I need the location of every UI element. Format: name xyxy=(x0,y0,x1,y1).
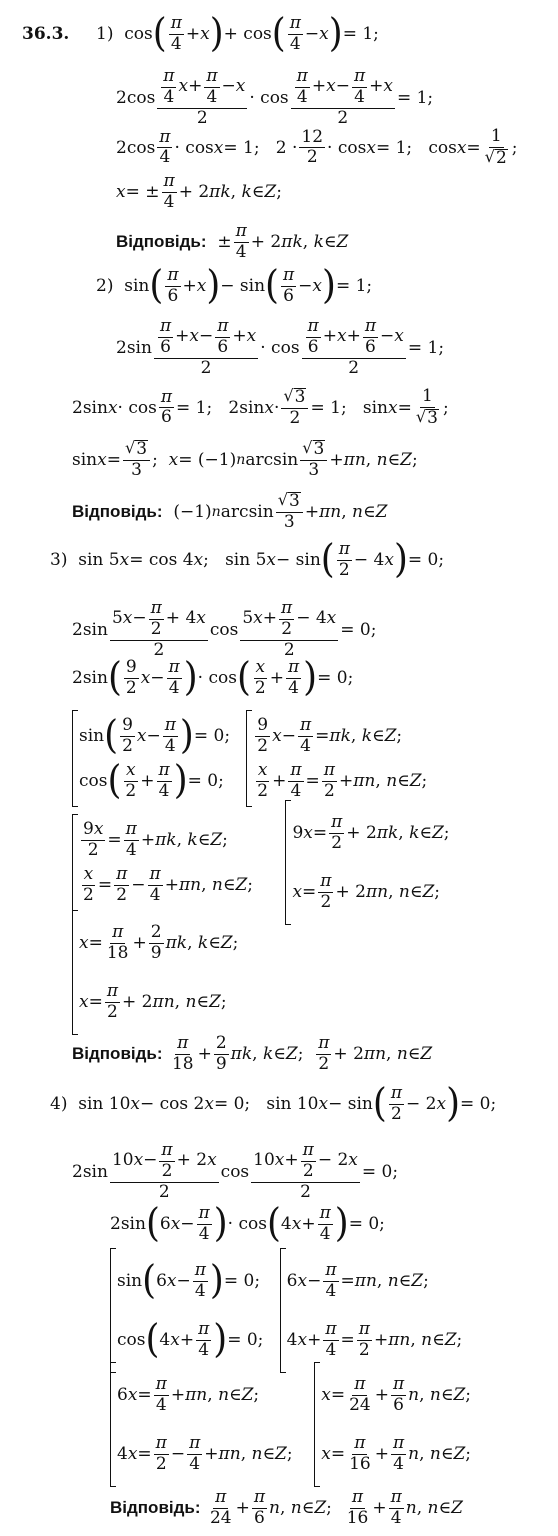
answer-label: Відповідь: xyxy=(116,232,207,252)
fraction: $\frac{\pi}{4}$ xyxy=(149,863,161,905)
fraction: $\frac{9}{2}$ xyxy=(122,715,133,756)
fraction: $\frac{\pi}{4}$ xyxy=(287,657,300,698)
equation-line: x = ± $\frac{\pi}{4}$ + 2 π k , k ∈ Z ; xyxy=(116,171,282,212)
equation-system: $\frac{9}{2}$ x − $\frac{\pi}{4}$ = π k , k ∈ Z ; $\frac{x}{2}$ + $\frac{\pi}{4}$ = $\frac{\pi}{2}$ + π n , n ∈ Z ; xyxy=(246,710,427,807)
fraction: $\frac{\pi}{4}$ xyxy=(198,1203,210,1244)
fraction: $\frac{\pi}{6}$ + x − $\frac{\pi}{6}$ + x 2 xyxy=(154,318,258,378)
equation-line: sin x = √ 3 3 ; x = (−1) n arcsin √ 3 3 + π n , n ∈ Z ; xyxy=(72,438,418,480)
fraction: $\frac{\pi}{4}$ xyxy=(168,657,180,698)
fraction: $\frac{\pi}{2}$ xyxy=(281,598,293,639)
fraction: $\frac{\pi}{18}$ xyxy=(106,922,129,963)
fraction: $\frac{\pi}{6}$ xyxy=(307,316,319,357)
equation-system: x = $\frac{\pi}{24}$ + $\frac{\pi}{6}$ n , n ∈ Z ; x = $\frac{\pi}{16}$ + $\frac{\pi}{4}$ n , n ∈ Z ; xyxy=(314,1362,471,1487)
fraction: $\frac{9}{2}$ xyxy=(257,715,269,756)
equation-line xyxy=(72,800,450,925)
fraction: $\frac{\pi}{4}$ xyxy=(235,221,247,262)
equation-line: 2sin $\frac{\pi}{6}$ + x − $\frac{\pi}{6}$ + x 2 · cos $\frac{\pi}{6}$ + x + $\frac{\pi}{6}$ − x 2 = 1; xyxy=(116,316,445,378)
equation-system: 6 x = $\frac{\pi}{4}$ + π n , n ∈ Z ; 4 x = $\frac{\pi}{2}$ − $\frac{\pi}{4}$ + π n , n ∈ Z ; xyxy=(110,1362,293,1487)
fraction: 10 x − $\frac{\pi}{2}$ + 2 x 2 xyxy=(111,1140,217,1202)
fraction: $\frac{\pi}{2}$ xyxy=(116,863,128,905)
equation-line: 3) sin 5 x = cos 4 x ; sin 5 x − sin ( $\frac{\pi}{2}$ − 4 x ) = 0; xyxy=(50,537,445,583)
fraction: $\frac{\pi}{4}$ xyxy=(125,819,137,860)
equation-system: x = $\frac{\pi}{18}$ + $\frac{2}{9}$ π k , k ∈ Z ; x = $\frac{\pi}{2}$ + 2 π n , n ∈ Z ; xyxy=(72,910,238,1035)
equation-line: Відповідь: (−1) n arcsin √ 3 3 + π n , n ∈ Z xyxy=(72,490,388,532)
fraction: $\frac{\pi}{4}$ xyxy=(289,13,301,54)
fraction: √ 3 2 xyxy=(281,388,308,428)
fraction: $\frac{\pi}{6}$ xyxy=(159,316,172,357)
answer-label: Відповідь: xyxy=(72,501,163,521)
fraction: $\frac{\pi}{2}$ xyxy=(106,980,119,1022)
fraction: $\frac{\pi}{4}$ xyxy=(163,66,175,107)
equation-line: 2sin 5 x − $\frac{\pi}{2}$ + 4 x 2 cos 5 x + $\frac{\pi}{2}$ − 4 x 2 = 0; xyxy=(72,598,377,660)
equation-line xyxy=(72,910,238,1035)
fraction: $\frac{\pi}{4}$ xyxy=(198,1318,210,1360)
equation-line xyxy=(22,24,69,44)
fraction: $\frac{\pi}{24}$ xyxy=(209,1487,232,1528)
fraction: $\frac{\pi}{16}$ xyxy=(346,1487,369,1528)
equation-line: 2sin ( $\frac{9}{2}$ x − $\frac{\pi}{4}$ ) · cos ( $\frac{x}{2}$ + $\frac{\pi}{4}$ ) = 0; xyxy=(72,655,354,701)
fraction: 5 x − $\frac{\pi}{2}$ + 4 x 2 xyxy=(111,598,206,660)
fraction: $\frac{2}{9}$ xyxy=(215,1033,227,1074)
equation-line: 1) cos ( $\frac{\pi}{4}$ + x ) + cos ( $\frac{\pi}{4}$ − x ) = 1; xyxy=(96,11,379,57)
equation-line: 2cos $\frac{\pi}{4}$ x + $\frac{\pi}{4}$ − x 2 · cos $\frac{\pi}{4}$ + x − $\frac{\pi}{4}$ + x 2 = 1; xyxy=(116,66,434,128)
fraction: 10 x + $\frac{\pi}{2}$ − 2 x 2 xyxy=(253,1140,358,1202)
equation-system: 9 x = $\frac{\pi}{2}$ + 2 π k , k ∈ Z ; x = $\frac{\pi}{2}$ + 2 π n , n ∈ Z ; xyxy=(285,800,449,925)
fraction: $\frac{\pi}{4}$ xyxy=(299,715,312,756)
fraction: $\frac{\pi}{4}$ xyxy=(158,759,170,801)
fraction: $\frac{\pi}{4}$ xyxy=(159,126,171,168)
fraction: $\frac{\pi}{18}$ xyxy=(171,1033,194,1074)
fraction: $\frac{\pi}{4}$ xyxy=(290,759,302,801)
fraction: $\frac{\pi}{4}$ xyxy=(325,1260,337,1301)
equation-system: 6 x − $\frac{\pi}{4}$ = π n , n ∈ Z ; 4 x + $\frac{\pi}{4}$ = $\frac{\pi}{2}$ + π n , n ∈ Z ; xyxy=(280,1248,463,1373)
equation-line: 2sin x · cos $\frac{\pi}{6}$ = 1; 2sin x · √ 3 2 = 1; sin x = 1 √ 3 ; xyxy=(72,386,449,428)
fraction: $\frac{\pi}{6}$ xyxy=(392,1374,405,1415)
fraction: 1 √ 3 xyxy=(415,386,438,428)
fraction: $\frac{\pi}{6}$ xyxy=(167,265,179,306)
fraction: $\frac{x}{2}$ xyxy=(83,863,94,905)
fraction: $\frac{\pi}{16}$ xyxy=(349,1432,371,1474)
equation-system: 9 x 2 = $\frac{\pi}{4}$ + π k , k ∈ Z ; $\frac{x}{2}$ = $\frac{\pi}{2}$ − $\frac{\pi}{4}$ + π n , n ∈ Z ; xyxy=(72,814,253,911)
equation-line xyxy=(110,1362,471,1487)
fraction: $\frac{\pi}{2}$ xyxy=(302,1140,314,1181)
equation-line: 2) sin ( $\frac{\pi}{6}$ + x ) − sin ( $\frac{\pi}{6}$ − x ) = 1; xyxy=(96,263,373,309)
fraction: 1 √ 2 xyxy=(484,126,507,168)
fraction: $\frac{\pi}{4}$ x + $\frac{\pi}{4}$ − x 2 xyxy=(157,68,247,128)
fraction: $\frac{\pi}{6}$ xyxy=(282,265,295,306)
answer-label: Відповідь: xyxy=(110,1498,201,1518)
fraction: $\frac{\pi}{4}$ xyxy=(170,13,182,54)
fraction: $\frac{\pi}{6}$ + x + $\frac{\pi}{6}$ − x 2 xyxy=(302,318,406,378)
fraction: $\frac{\pi}{4}$ xyxy=(206,66,218,107)
fraction: $\frac{\pi}{2}$ xyxy=(358,1318,370,1360)
fraction: $\frac{\pi}{2}$ xyxy=(318,1033,330,1074)
equation-line: Відповідь: ± $\frac{\pi}{4}$ + 2 π k , k ∈ Z xyxy=(116,221,349,262)
equation-system: sin ( 6 x − $\frac{\pi}{4}$ ) = 0; cos ( 4 x + $\frac{\pi}{4}$ ) = 0; xyxy=(110,1248,263,1373)
equation-line: 2sin 10 x − $\frac{\pi}{2}$ + 2 x 2 cos 10 x + $\frac{\pi}{2}$ − 2 x 2 = 0; xyxy=(72,1140,399,1202)
fraction: $\frac{9}{2}$ xyxy=(125,657,137,698)
fraction: √ 3 3 xyxy=(276,492,303,532)
equation-line: Відповідь: $\frac{\pi}{18}$ + $\frac{2}{9}$ π k , k ∈ Z ; $\frac{\pi}{2}$ + 2 π n , n ∈ Z xyxy=(72,1033,433,1074)
fraction: $\frac{\pi}{4}$ + x − $\frac{\pi}{4}$ + x 2 xyxy=(291,68,395,128)
fraction: $\frac{\pi}{4}$ xyxy=(155,1374,167,1415)
fraction: $\frac{\pi}{24}$ xyxy=(349,1374,371,1415)
answer-label: Відповідь: xyxy=(72,1044,163,1064)
fraction: 5 x + $\frac{\pi}{2}$ − 4 x 2 xyxy=(242,598,337,660)
equation-line: 2cos $\frac{\pi}{4}$ · cos x = 1; 2 · $\frac{12}{2}$ · cos x = 1; cos x = 1 √ 2 ; xyxy=(116,126,518,168)
fraction: $\frac{\pi}{6}$ xyxy=(160,386,173,428)
fraction: $\frac{\pi}{4}$ xyxy=(325,1318,337,1360)
fraction: $\frac{x}{2}$ xyxy=(125,759,137,801)
fraction: $\frac{\pi}{2}$ xyxy=(150,598,162,639)
equation-system: sin ( $\frac{9}{2}$ x − $\frac{\pi}{4}$ ) = 0; cos ( $\frac{x}{2}$ + $\frac{\pi}{4}$ ) = 0; xyxy=(72,710,230,807)
fraction: $\frac{\pi}{2}$ xyxy=(320,870,332,912)
fraction: $\frac{\pi}{4}$ xyxy=(390,1487,402,1528)
fraction: $\frac{12}{2}$ xyxy=(301,126,324,168)
fraction: $\frac{2}{9}$ xyxy=(150,922,162,963)
fraction: $\frac{\pi}{2}$ xyxy=(155,1432,167,1474)
fraction: $\frac{\pi}{6}$ xyxy=(364,316,377,357)
fraction: $\frac{\pi}{4}$ xyxy=(296,66,308,107)
fraction: $\frac{\pi}{4}$ xyxy=(353,66,366,107)
fraction: $\frac{\pi}{6}$ xyxy=(253,1487,266,1528)
fraction: √ 3 3 xyxy=(123,440,150,480)
equation-line: 4) sin 10 x − cos 2 x = 0; sin 10 x − sin ( $\frac{\pi}{2}$ − 2 x ) = 0; xyxy=(50,1081,497,1127)
fraction: √ 3 3 xyxy=(300,440,327,480)
equation-line: Відповідь: $\frac{\pi}{24}$ + $\frac{\pi}{6}$ n , n ∈ Z ; $\frac{\pi}{16}$ + $\frac{\pi}{4}$ n , n ∈ Z xyxy=(110,1487,463,1528)
problem-number: 36.3. xyxy=(22,24,70,44)
equation-line xyxy=(110,1248,462,1373)
fraction: $\frac{\pi}{4}$ xyxy=(189,1432,201,1474)
fraction: $\frac{\pi}{2}$ xyxy=(331,812,343,853)
fraction: $\frac{\pi}{2}$ xyxy=(161,1140,173,1181)
fraction: $\frac{x}{2}$ xyxy=(254,657,266,698)
equation-line xyxy=(72,710,427,807)
fraction: 9 x 2 xyxy=(83,819,104,860)
fraction: $\frac{\pi}{6}$ xyxy=(217,316,229,357)
fraction: $\frac{\pi}{4}$ xyxy=(163,171,175,212)
fraction: $\frac{\pi}{2}$ xyxy=(338,539,350,580)
equation-line: 2sin ( 6 x − $\frac{\pi}{4}$ ) · cos ( 4 x + $\frac{\pi}{4}$ ) = 0; xyxy=(110,1201,385,1247)
fraction: $\frac{\pi}{2}$ xyxy=(323,759,335,801)
fraction: $\frac{x}{2}$ xyxy=(257,759,269,801)
fraction: $\frac{\pi}{4}$ xyxy=(392,1432,405,1474)
fraction: $\frac{\pi}{4}$ xyxy=(194,1260,206,1301)
fraction: $\frac{\pi}{2}$ xyxy=(390,1083,402,1124)
fraction: $\frac{\pi}{4}$ xyxy=(164,715,176,756)
fraction: $\frac{\pi}{4}$ xyxy=(319,1203,331,1244)
